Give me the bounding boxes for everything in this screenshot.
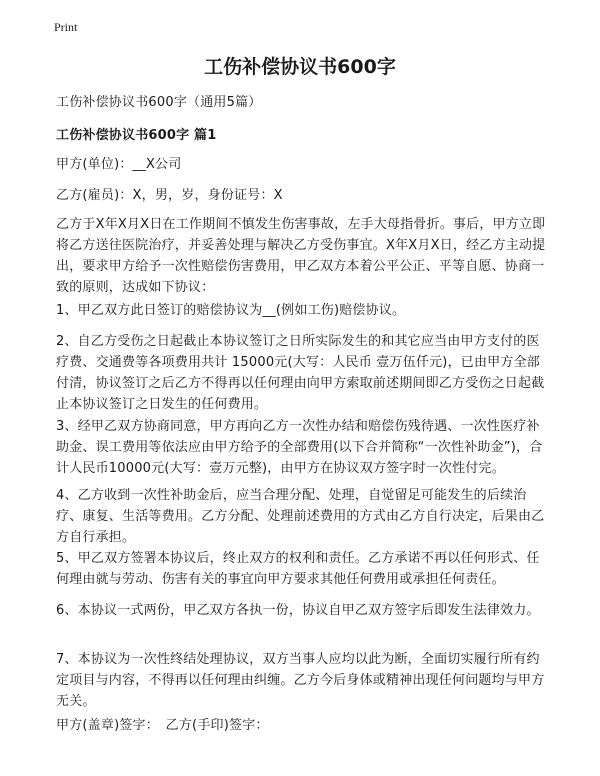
section-title: 工伤补偿协议书600字 篇1 [56, 128, 217, 143]
party-b-line: 乙方(雇员)：X，男，岁，身份证号：X [56, 188, 283, 203]
print-link[interactable]: Print [54, 20, 78, 34]
document-title: 工伤补偿协议书600字 [204, 56, 396, 78]
clause-7: 7、本协议为一次性终结处理协议，双方当事人应均以此为断，全面切实履行所有约定项目与内容，不得再以任何理由纠缠。乙方今后身体或精神出现任何问题均与甲方无关。 [56, 652, 545, 709]
clause-2: 2、自乙方受伤之日起截止本协议签订之日所实际发生的和其它应当由甲方支付的医疗费、交通费等各项费用共计 15000元(大写：人民币 壹万伍仟元)，已由甲方全部付清，协议签订之后乙方不得再以任何理由向甲方索取前述期间即乙方受伤之日起截止本协议签订之日发生的任何费用。 [56, 334, 545, 412]
clause-1: 1、甲乙双方此日签订的赔偿协议为__(例如工伤)赔偿协议。 [56, 303, 406, 318]
clause-3: 3、经甲乙双方协商同意，甲方再向乙方一次性办结和赔偿伤残待遇、一次性医疗补助金、误工费用等依法应由甲方给予的全部费用(以下合并简称“一次性补助金”)，合计人民币10000元(大写：壹万元整)，由甲方在协议双方签字时一次性付完。 [56, 419, 543, 476]
party-a-line: 甲方(单位)：__X公司 [56, 157, 182, 172]
intro-paragraph: 乙方于X年X月X日在工作期间不慎发生伤害事故，左手大母指骨折。事后，甲方立即将乙方送往医院治疗，并妥善处理与解决乙方受伤事宜。X年X月X日，经乙方主动提出，要求甲方给予一次性赔偿伤害费用，甲乙双方本着公平公正、平等自愿、协商一致的原则，达成如下协议： [56, 217, 546, 295]
clause-6: 6、本协议一式两份，甲乙双方各执一份，协议自甲乙双方签字后即发生法律效力。 [56, 603, 540, 618]
signature-line: 甲方(盖章)签字： 乙方(手印)签字： [56, 718, 269, 733]
clause-4: 4、乙方收到一次性补助金后，应当合理分配、处理，自觉留足可能发生的后续治疗、康复、生活等费用。乙方分配、处理前述费用的方式由乙方自行决定，后果由乙方自行承担。 [56, 488, 545, 545]
document-subtitle: 工伤补偿协议书600字（通用5篇） [56, 95, 262, 110]
clause-5: 5、甲乙双方签署本协议后，终止双方的权利和责任。乙方承诺不再以任何形式、任何理由就与劳动、伤害有关的事宜向甲方要求其他任何费用或承担任何责任。 [56, 551, 540, 587]
